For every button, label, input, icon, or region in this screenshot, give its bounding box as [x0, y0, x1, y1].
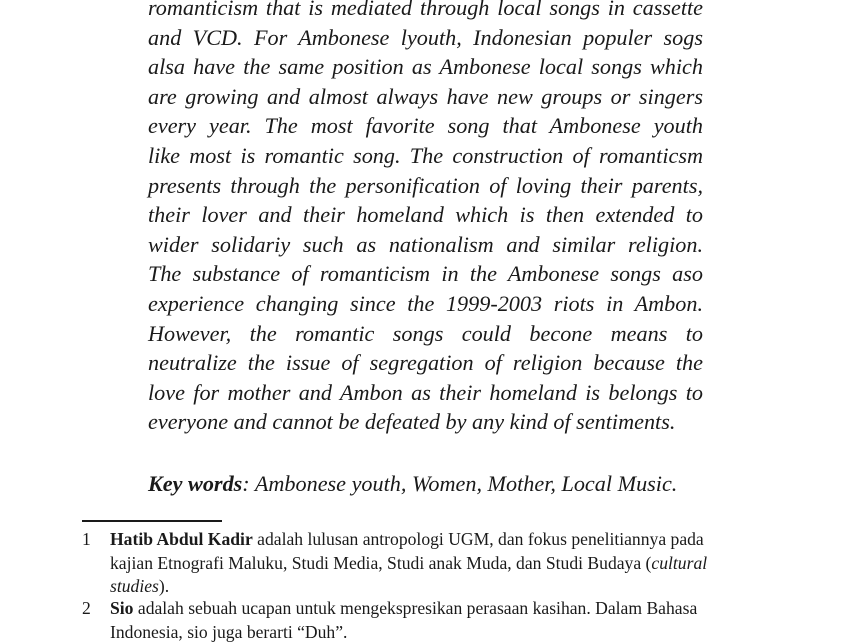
footnote-separator [82, 520, 222, 522]
abstract-line: are growing and almost always have new groups or singers [148, 82, 703, 112]
footnote-line [110, 597, 782, 621]
abstract-line: everyone and cannot be defeated by any kind of sentiments. [148, 407, 703, 437]
footnote-italic-text: studies [110, 576, 159, 596]
abstract-line: wider solidariy such as nationalism and similar religion. [148, 230, 703, 260]
abstract-line: their lover and their homeland which is then extended to [148, 200, 703, 230]
abstract-line: every year. The most favorite song that Ambonese youth [148, 111, 703, 141]
footnote-text: adalah sebuah ucapan untuk mengekspresikan perasaan kasihan. Dalam Bahasa [133, 598, 697, 618]
footnote-number: 2 [82, 597, 102, 621]
abstract-line: romanticism that is mediated through local songs in cassette [148, 0, 703, 23]
keywords-text: : Ambonese youth, Women, Mother, Local Music. [242, 471, 677, 496]
footnote-line [110, 575, 782, 599]
abstract-text [148, 0, 703, 437]
footnote-text: ). [159, 576, 169, 596]
keywords-label: Key words [148, 471, 242, 496]
abstract-line: The substance of romanticism in the Ambonese songs aso [148, 259, 703, 289]
abstract-line: neutralize the issue of segregation of religion because the [148, 348, 703, 378]
footnote-italic-text: cultural [651, 553, 707, 573]
footnote-line [110, 528, 782, 552]
footnote-line [110, 552, 782, 576]
footnote-body [110, 597, 782, 644]
abstract-line: alsa have the same position as Ambonese local songs which [148, 52, 703, 82]
abstract-line: However, the romantic songs could becone means to [148, 319, 703, 349]
abstract-line: presents through the personification of loving their parents, [148, 171, 703, 201]
footnote-text: kajian Etnografi Maluku, Studi Media, Studi anak Muda, dan Studi Budaya ( [110, 553, 651, 573]
abstract-line: and VCD. For Ambonese lyouth, Indonesian populer sogs [148, 23, 703, 53]
abstract-line: love for mother and Ambon as their homeland is belongs to [148, 378, 703, 408]
footnote-body [110, 528, 782, 599]
footnote-text: adalah lulusan antropologi UGM, dan fokus penelitiannya pada [253, 529, 704, 549]
footnote-author-name: Hatib Abdul Kadir [110, 529, 253, 549]
footnote-line: Indonesia, sio juga berarti “Duh”. [110, 621, 782, 644]
abstract-line: like most is romantic song. The construction of romanticsm [148, 141, 703, 171]
keywords [148, 469, 703, 499]
footnote-number: 1 [82, 528, 102, 552]
footnote-term: Sio [110, 598, 133, 618]
abstract-line: experience changing since the 1999-2003 riots in Ambon. [148, 289, 703, 319]
